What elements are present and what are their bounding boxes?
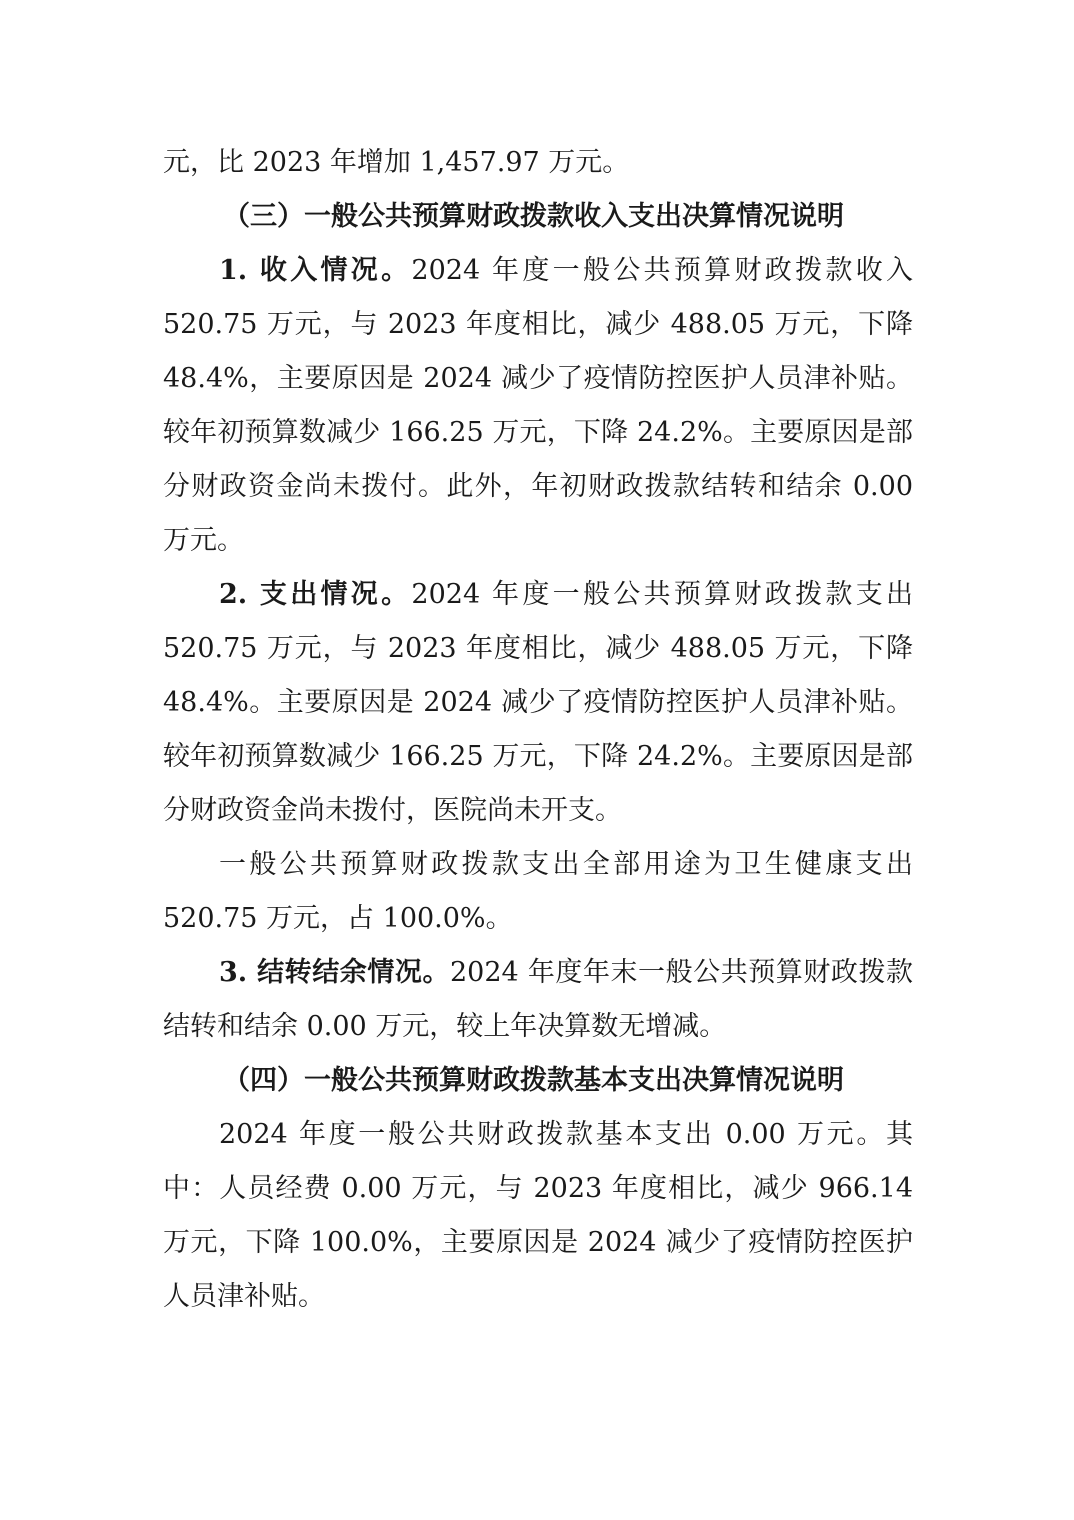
income-text: 2024 年度一般公共预算财政拨款收入 520.75 万元，与 2023 年度相比，减少 488.05 万元，下降 48.4%，主要原因是 2024 减少了疫情防控医护人员津补贴。较年初预算数减少 166.25 万元，下降 24.2%。主要原因是部分财政资金尚未拨付。此外，年初财政拨款结转和结余 0.00 万元。 [163, 255, 913, 556]
section-heading-4: （四）一般公共预算财政拨款基本支出决算情况说明 [223, 1065, 844, 1096]
expenditure-label: 2. 支出情况。 [219, 579, 412, 610]
paragraph-basic-expenditure: 2024 年度一般公共财政拨款基本支出 0.00 万元。其中：人员经费 0.00 万元，与 2023 年度相比，减少 966.14 万元，下降 100.0%，主要原因是 2024 减少了疫情防控医护人员津补贴。 [163, 1119, 913, 1312]
paragraph-usage: 一般公共预算财政拨款支出全部用途为卫生健康支出 520.75 万元，占 100.0%。 [163, 849, 913, 934]
carryover-label: 3. 结转结余情况。 [219, 957, 450, 988]
carryover-text: 2024 年度年末一般公共预算财政拨款结转和结余 0.00 万元，较上年决算数无增减。 [163, 957, 914, 1042]
paragraph-continuation: 元，比 2023 年增加 1,457.97 万元。 [163, 147, 630, 178]
income-label: 1. 收入情况。 [219, 255, 412, 286]
document-page [163, 136, 913, 1324]
paragraph-expenditure [163, 568, 913, 838]
expenditure-text: 2024 年度一般公共预算财政拨款支出 520.75 万元，与 2023 年度相比，减少 488.05 万元，下降 48.4%。主要原因是 2024 减少了疫情防控医护人员津补贴。较年初预算数减少 166.25 万元，下降 24.2%。主要原因是部分财政资金尚未拨付，医院尚未开支。 [163, 579, 913, 826]
paragraph-income [163, 244, 913, 568]
paragraph-carryover [163, 946, 913, 1054]
section-heading-3: （三）一般公共预算财政拨款收入支出决算情况说明 [223, 201, 844, 232]
